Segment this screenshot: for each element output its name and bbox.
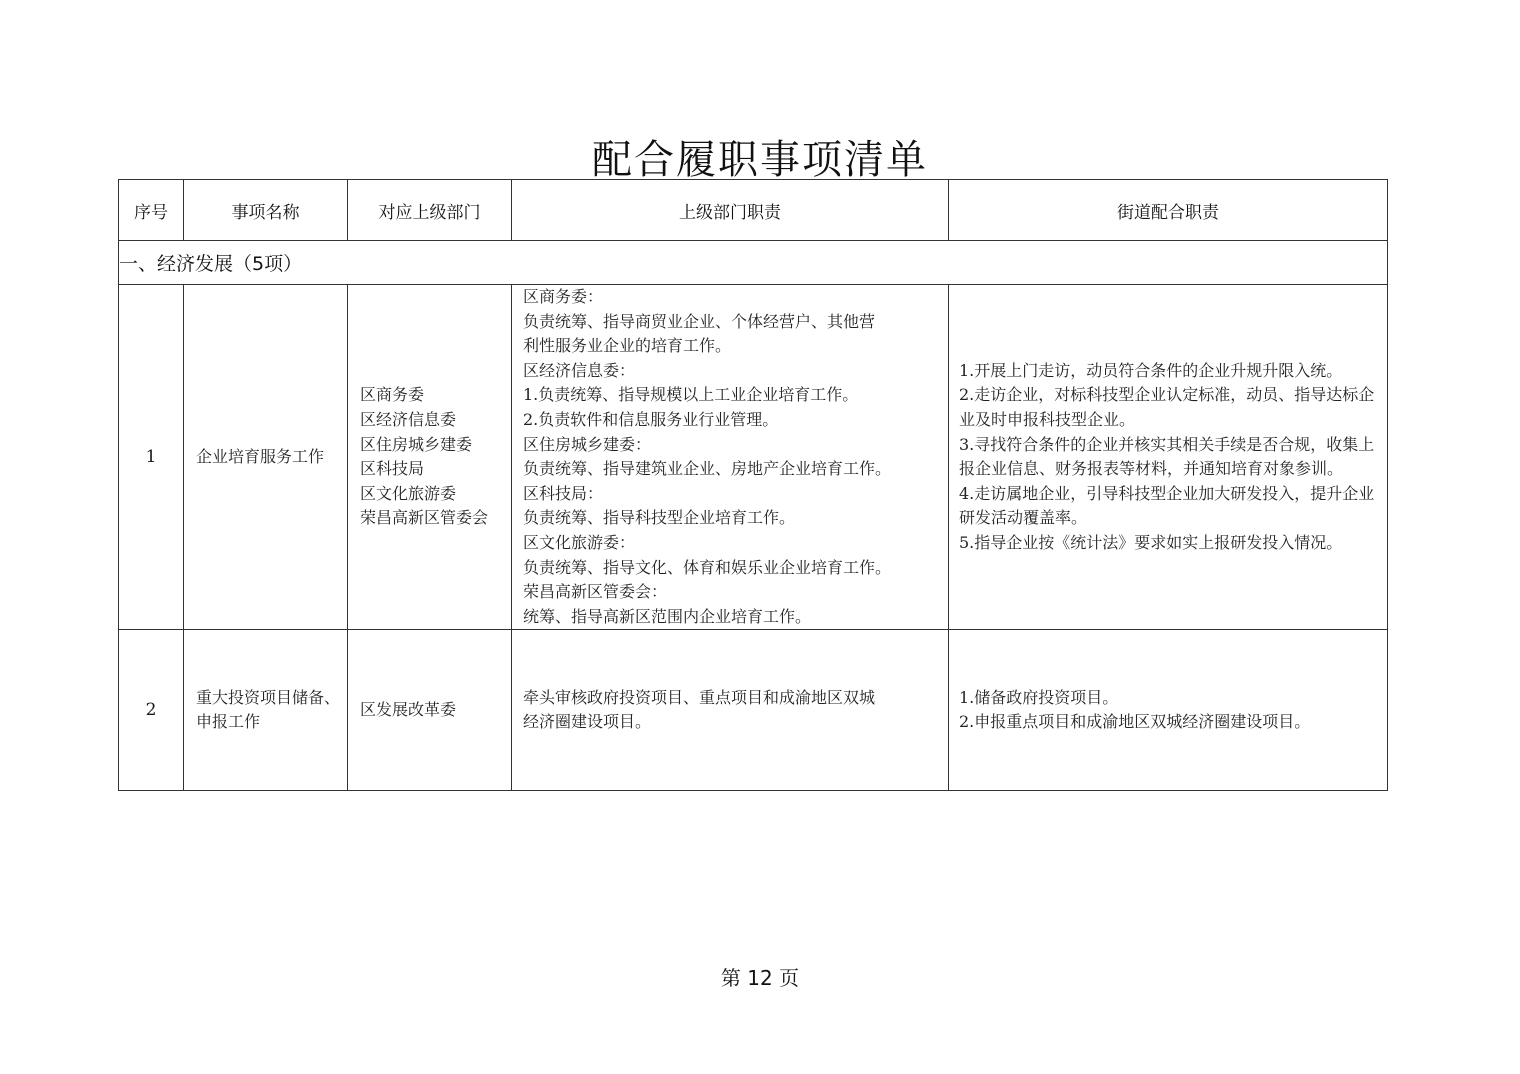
row-street-duty: [949, 285, 1388, 630]
duty-table: [118, 179, 1388, 791]
page-number: 第 12 页: [720, 966, 800, 990]
duty-line: 1.负责统筹、指导规模以上工业企业培育工作。: [523, 385, 859, 405]
street-duty-item: 3.寻找符合条件的企业并核实其相关手续是否合规，收集上报企业信息、财务报表等材料，并通知培育对象参训。: [959, 434, 1375, 479]
dept-line: 区发展改革委: [360, 700, 457, 720]
table-row: [119, 630, 1388, 791]
street-duty-item: 4.走访属地企业，引导科技型企业加大研发投入，提升企业研发活动覆盖率。: [959, 483, 1375, 528]
duty-line: 统筹、指导高新区范围内企业培育工作。: [523, 606, 812, 626]
dept-line: 区文化旅游委: [360, 483, 457, 503]
section-title: 一、经济发展（5项）: [119, 241, 1388, 285]
row-superior-dept: [348, 630, 512, 791]
street-duty-item: 1.储备政府投资项目。: [959, 687, 1119, 707]
dept-line: 区经济信息委: [360, 409, 457, 429]
section-row: [119, 241, 1388, 285]
row-superior-duty: [512, 285, 949, 630]
row-street-duty: [949, 630, 1388, 791]
dept-line: 区住房城乡建委: [360, 434, 473, 454]
duty-line: 负责统筹、指导文化、体育和娱乐业企业培育工作。: [523, 557, 892, 577]
duty-line: 负责统筹、指导科技型企业培育工作。: [523, 508, 796, 528]
header-superior-duty: 上级部门职责: [512, 180, 949, 241]
street-duty-item: 2.申报重点项目和成渝地区双城经济圈建设项目。: [959, 712, 1311, 732]
duty-line: 荣昌高新区管委会：: [523, 582, 668, 602]
duty-line: 利性服务业企业的培育工作。: [523, 336, 732, 356]
header-no: 序号: [119, 180, 184, 241]
duty-line: 区住房城乡建委：: [523, 434, 652, 454]
row-item-name: 企业培育服务工作: [184, 285, 348, 630]
street-duty-item: 5.指导企业按《统计法》要求如实上报研发投入情况。: [959, 532, 1343, 552]
header-superior-dept: 对应上级部门: [348, 180, 512, 241]
row-item-name: 重大投资项目储备、申报工作: [184, 630, 348, 791]
dept-line: 区科技局: [360, 459, 425, 479]
duty-line: 牵头审核政府投资项目、重点项目和成渝地区双城: [523, 687, 876, 707]
street-duty-item: 1.开展上门走访，动员符合条件的企业升规升限入统。: [959, 360, 1343, 380]
duty-line: 区商务委：: [523, 287, 604, 306]
duty-line: 2.负责软件和信息服务业行业管理。: [523, 409, 779, 429]
header-item-name: 事项名称: [184, 180, 348, 241]
duty-line: 负责统筹、指导商贸业企业、个体经营户、其他营: [523, 311, 876, 331]
row-no: 1: [119, 285, 184, 630]
document-title: 配合履职事项清单: [592, 137, 928, 183]
dept-line: 区商务委: [360, 385, 425, 405]
duty-line: 负责统筹、指导建筑业企业、房地产企业培育工作。: [523, 459, 892, 479]
row-superior-dept: [348, 285, 512, 630]
header-street-duty: 街道配合职责: [949, 180, 1388, 241]
duty-line: 经济圈建设项目。: [523, 712, 652, 732]
header-row: [119, 180, 1388, 241]
row-no: 2: [119, 630, 184, 791]
duty-line: 区科技局：: [523, 483, 604, 503]
dept-line: 荣昌高新区管委会: [360, 508, 489, 528]
table-row: [119, 285, 1388, 630]
duty-line: 区经济信息委：: [523, 360, 636, 380]
street-duty-item: 2.走访企业，对标科技型企业认定标准，动员、指导达标企业及时申报科技型企业。: [959, 385, 1375, 429]
row-superior-duty: [512, 630, 949, 791]
duty-line: 区文化旅游委：: [523, 532, 636, 552]
